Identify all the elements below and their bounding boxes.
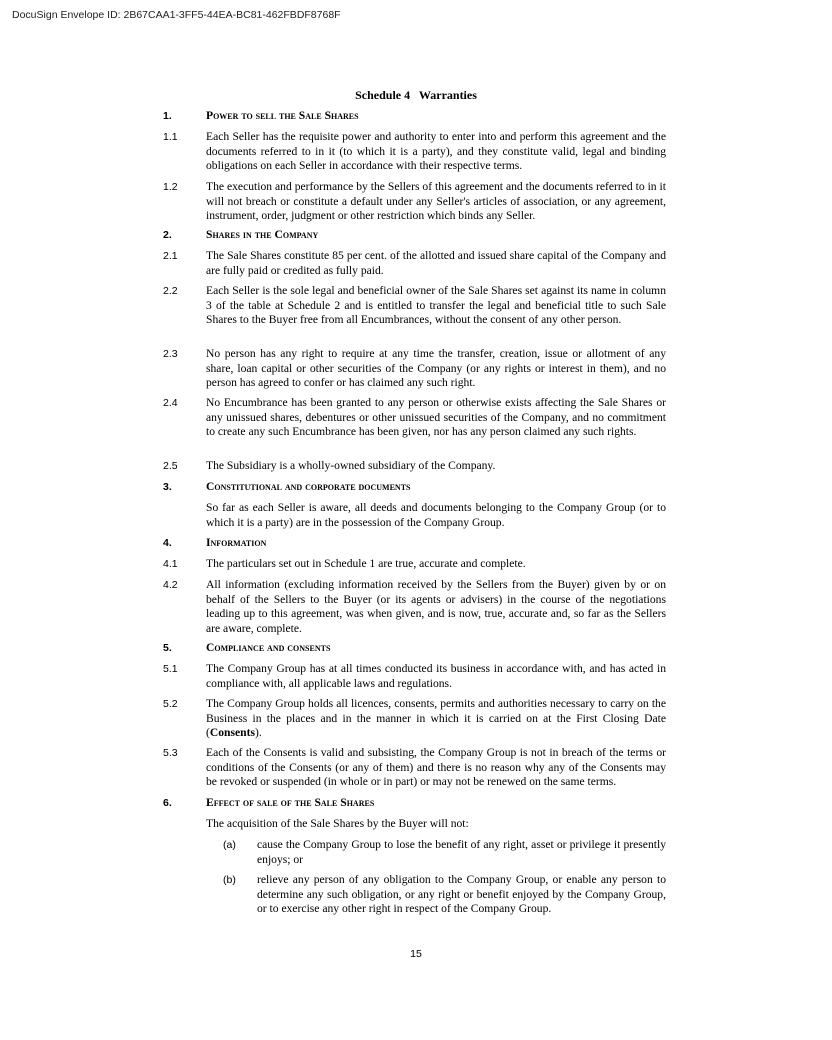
clause-number: 5.3	[163, 747, 178, 759]
schedule-title: Schedule 4 Warranties	[355, 88, 477, 102]
clause-text: Each Seller has the requisite power and authority to enter into and perform this agreement and the documents referred to in it (to which it is a party), and they constitute valid, legal and binding obligations on each Seller in accordance with their respective terms.	[206, 130, 666, 172]
sub-clause-text: relieve any person of any obligation to the Company Group, or enable any person to determine any such obligation, or any right or benefit enjoyed by the Company Group, or to exercise any other right in respect of the Company Group.	[257, 873, 666, 915]
section-number: 3.	[163, 481, 172, 493]
section-title: Constitutional and corporate documents	[206, 480, 411, 493]
clause-number: 5.2	[163, 698, 178, 710]
section-number: 1.	[163, 110, 172, 122]
clause-number: 2.4	[163, 397, 178, 409]
section-title: Power to sell the Sale Shares	[206, 109, 359, 122]
defined-term-consents: Consents	[209, 726, 255, 739]
sub-clause-number: (a)	[223, 839, 236, 851]
clause-text: No Encumbrance has been granted to any person or otherwise exists affecting the Sale Shares or any unissued shares, debentures or other unissued securities of the Company, and no commitment to create any such Encumbrance has been given, nor has any person claimed any such rights.	[206, 396, 666, 438]
clause-text: The Subsidiary is a wholly-owned subsidiary of the Company.	[206, 459, 496, 472]
section-number: 2.	[163, 229, 172, 241]
clause-number: 4.1	[163, 558, 178, 570]
clause-text-main: The Company Group holds all licences, consents, permits and authorities necessary to carry on the Business in the places and in the manner in which it is carried on at the First Closing Date (	[206, 697, 666, 739]
section-number: 4.	[163, 537, 172, 549]
clause-text	[206, 697, 666, 741]
clause-number: 2.1	[163, 250, 178, 262]
section-title: Compliance and consents	[206, 641, 331, 654]
clause-number: 5.1	[163, 663, 178, 675]
docusign-envelope-id: DocuSign Envelope ID: 2B67CAA1-3FF5-44EA-BC81-462FBDF8768F	[12, 9, 341, 21]
clause-text: The execution and performance by the Sellers of this agreement and the documents referred to in it will not breach or constitute a default under any Seller's articles of association, or any agreement, instrument, order, judgment or other restriction which binds any Seller.	[206, 180, 666, 222]
page-number: 15	[410, 948, 422, 960]
sub-clause-number: (b)	[223, 874, 236, 886]
clause-text: The Sale Shares constitute 85 per cent. of the allotted and issued share capital of the Company and are fully paid or credited as fully paid.	[206, 249, 666, 277]
clause-text: All information (excluding information received by the Sellers from the Buyer) given by or on behalf of the Sellers to the Buyer (or its agents or advisers) in the course of the negotiations leading up to this agreement, was when given, and is now, true, accurate and, so far as the Sellers are aware, complete.	[206, 578, 666, 635]
clause-text: Each Seller is the sole legal and beneficial owner of the Sale Shares set against its name in column 3 of the table at Schedule 2 and is entitled to transfer the legal and beneficial title to such Sale Shares to the Buyer free from all Encumbrances, without the consent of any other person.	[206, 284, 666, 326]
clause-number: 2.2	[163, 285, 178, 297]
clause-text: The Company Group has at all times conducted its business in accordance with, and has acted in compliance with, all applicable laws and regulations.	[206, 662, 666, 690]
clause-number: 2.3	[163, 348, 178, 360]
clause-number: 1.2	[163, 181, 178, 193]
clause-text: Each of the Consents is valid and subsisting, the Company Group is not in breach of the terms or conditions of the Consents (or any of them) and there is no reason why any of the Consents may be revoked or suspended (in whole or in part) or may not be renewed on the same terms.	[206, 746, 666, 788]
clause-text: The acquisition of the Sale Shares by the Buyer will not:	[206, 817, 469, 830]
clause-text-close: ).	[254, 726, 262, 739]
section-title: Information	[206, 536, 267, 549]
section-number: 5.	[163, 642, 172, 654]
section-number: 6.	[163, 797, 172, 809]
section-title: Shares in the Company	[206, 228, 319, 241]
section-title: Effect of sale of the Sale Shares	[206, 796, 375, 809]
clause-text: The particulars set out in Schedule 1 are true, accurate and complete.	[206, 557, 526, 570]
clause-number: 2.5	[163, 460, 178, 472]
clause-text: So far as each Seller is aware, all deeds and documents belonging to the Company Group (or to which it is a party) are in the possession of the Company Group.	[206, 501, 666, 529]
clause-number: 1.1	[163, 131, 178, 143]
clause-number: 4.2	[163, 579, 178, 591]
sub-clause-text: cause the Company Group to lose the benefit of any right, asset or privilege it presently enjoys; or	[257, 838, 666, 866]
clause-text: No person has any right to require at any time the transfer, creation, issue or allotment of any share, loan capital or other securities of the Company (or any rights or interest in them), and no person has agreed to confer or has claimed any such right.	[206, 347, 666, 389]
